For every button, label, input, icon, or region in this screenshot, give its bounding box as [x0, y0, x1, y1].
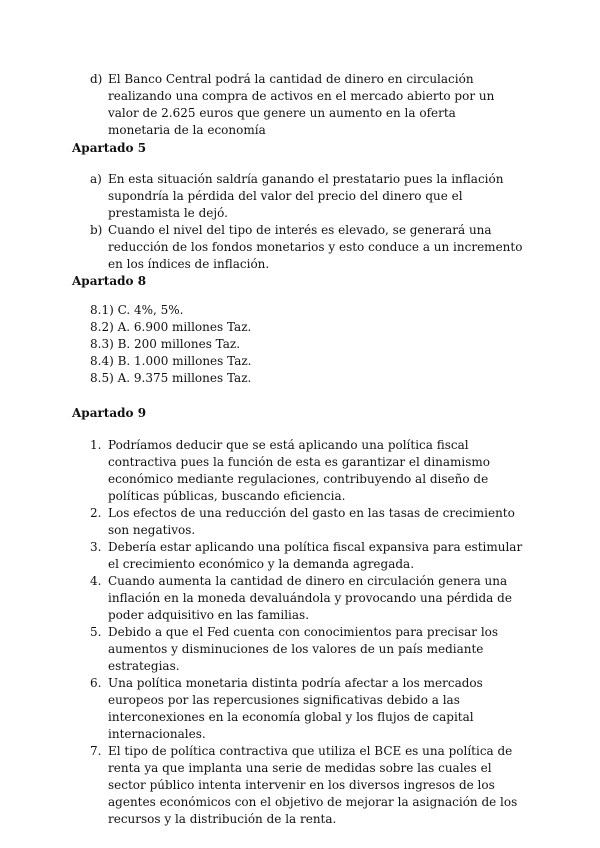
list-item — [90, 171, 532, 222]
list-item-text: Cuando aumenta la cantidad de dinero en circulación genera una inflación en la moneda devaluándola y provocando una pérdida de poder adquisitivo en las familias. — [108, 574, 512, 622]
list-item — [90, 71, 520, 139]
list-item-text: Debería estar aplicando una política fiscal expansiva para estimular el crecimiento económico y la demanda agregada. — [108, 540, 523, 571]
apartado-8-list — [90, 302, 530, 387]
list-marker: 1. — [90, 438, 102, 452]
list-marker: b) — [90, 223, 103, 237]
list-item-text: Podríamos deducir que se está aplicando una política fiscal contractiva pues la función de esta es garantizar el dinamismo económico mediante regulaciones, contribuyendo al diseño de políticas públicas, buscando eficiencia. — [108, 438, 491, 503]
list-item — [90, 573, 530, 624]
list-item-text: Debido a que el Fed cuenta con conocimientos para precisar los aumentos y disminuciones de los valores de un país mediante estrategias. — [108, 625, 499, 673]
list-item — [90, 539, 530, 573]
list-item — [90, 222, 532, 273]
list-item — [90, 437, 530, 505]
list-item-text: El tipo de política contractiva que utiliza el BCE es una política de renta ya que implanta una serie de medidas sobre las cuales el sector público intenta intervenir en los diversos ingresos de los agentes económicos con el objetivo de mejorar la asignación de los recursos y la distribución de la renta. — [108, 744, 518, 826]
list-item — [90, 505, 530, 539]
list-marker: 5. — [90, 625, 102, 639]
answer-line: 8.3) B. 200 millones Taz. — [90, 337, 241, 351]
apartado-5-list — [0, 171, 600, 273]
apartado-8-title: Apartado 8 — [72, 274, 147, 288]
list-item-text: Los efectos de una reducción del gasto en las tasas de crecimiento son negativos. — [108, 506, 515, 537]
list-marker: 2. — [90, 506, 102, 520]
list-item — [90, 624, 530, 675]
list-marker: 4. — [90, 574, 102, 588]
list-item-text: En esta situación saldría ganando el prestatario pues la inflación supondría la pérdida del valor del precio del dinero que el prestamista le dejó. — [108, 172, 504, 220]
list-marker: a) — [90, 172, 102, 186]
answer-line: 8.4) B. 1.000 millones Taz. — [90, 354, 252, 368]
list-marker: 6. — [90, 676, 102, 690]
answer-line: 8.2) A. 6.900 millones Taz. — [90, 320, 252, 334]
list-item — [90, 675, 530, 743]
list-item-text: Cuando el nivel del tipo de interés es elevado, se generará una reducción de los fondos monetarios y esto conduce a un incremento en los índices de inflación. — [108, 223, 523, 271]
item-d-block — [0, 71, 600, 139]
apartado-9-list — [0, 437, 600, 828]
list-item-text: El Banco Central podrá la cantidad de dinero en circulación realizando una compra de activos en el mercado abierto por un valor de 2.625 euros que genere un aumento en la oferta monetaria de la economía — [108, 72, 495, 137]
list-item-text: Una política monetaria distinta podría afectar a los mercados europeos por las repercusiones significativas debido a las interconexiones en la economía global y los flujos de capital internacionales. — [108, 676, 483, 741]
list-item — [90, 743, 530, 828]
list-marker: 3. — [90, 540, 102, 554]
list-marker: d) — [90, 72, 103, 86]
list-marker: 7. — [90, 744, 102, 758]
apartado-9-title: Apartado 9 — [72, 406, 147, 420]
answer-line: 8.5) A. 9.375 millones Taz. — [90, 371, 252, 385]
apartado-5-title: Apartado 5 — [72, 141, 147, 155]
answer-line: 8.1) C. 4%, 5%. — [90, 303, 184, 317]
